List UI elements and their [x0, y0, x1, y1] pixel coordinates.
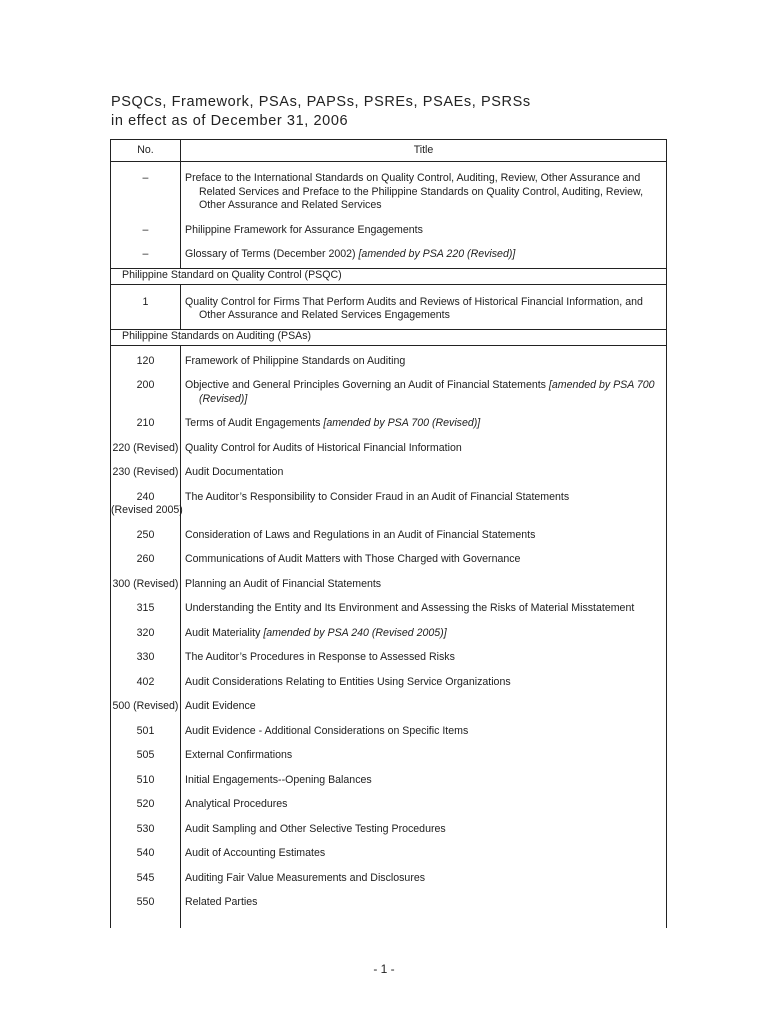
standard-number-text: 545: [136, 871, 155, 884]
standard-title: [181, 714, 667, 739]
table-row: [111, 861, 667, 886]
amendment-note: [amended by PSA 240 (Revised 2005)]: [263, 626, 447, 639]
standard-title-main: Philippine Framework for Assurance Engagements: [185, 223, 423, 236]
standard-title: [181, 812, 667, 837]
amendment-note: [amended by PSA 700 (Revised)]: [199, 379, 655, 405]
column-header-no: No.: [111, 140, 181, 162]
standard-title: [181, 406, 667, 431]
standard-title: [181, 237, 667, 268]
standard-title-main: Communications of Audit Matters with Those Charged with Governance: [185, 553, 521, 565]
table-row: [111, 542, 667, 567]
standard-title: [181, 284, 667, 329]
standard-title: [181, 455, 667, 480]
standard-title-text: [185, 602, 656, 616]
table-row: [111, 787, 667, 812]
standard-number-text: 210: [136, 417, 155, 429]
standard-title-main: Objective and General Principles Governing an Audit of Financial Statements: [185, 379, 549, 391]
standard-title: [181, 640, 667, 665]
standard-number-text: 315: [136, 602, 155, 614]
standard-title: [181, 885, 667, 928]
standard-number-text: 240: [136, 490, 155, 503]
standard-number: [111, 284, 181, 329]
table-row: [111, 567, 667, 592]
standard-number: [111, 689, 181, 714]
table-row: [111, 885, 667, 928]
standard-number: [111, 763, 181, 788]
standard-number-text: 540: [136, 847, 155, 859]
standard-title-text: [185, 676, 656, 690]
standard-title: [181, 480, 667, 518]
standard-number-text: 520: [136, 798, 155, 810]
standard-title: [181, 567, 667, 592]
table-row: [111, 455, 667, 480]
standard-title: [181, 542, 667, 567]
standard-number-text: 260: [136, 553, 155, 565]
table-row: [111, 591, 667, 616]
table-row: [111, 812, 667, 837]
table-row: [111, 406, 667, 431]
table-row: [111, 284, 667, 329]
table-row: [111, 836, 667, 861]
standard-number: [111, 665, 181, 690]
table-row: [111, 431, 667, 456]
standard-number: [111, 431, 181, 456]
standard-number-text: –: [142, 223, 149, 236]
standard-number: [111, 345, 181, 368]
table-row: [111, 738, 667, 763]
standard-title-text: [185, 872, 656, 886]
standard-number-text: 230 (Revised): [112, 466, 179, 478]
standard-title-main: Audit Materiality: [185, 626, 264, 639]
table-row: [111, 368, 667, 406]
standard-title-main: Audit Considerations Relating to Entities Using Service Organizations: [185, 675, 511, 688]
standard-title-main: Auditing Fair Value Measurements and Disclosures: [185, 871, 426, 884]
standard-title-text: [185, 172, 656, 213]
standard-number-text: 200: [136, 379, 155, 391]
standard-title-text: [185, 627, 656, 641]
standard-number: [111, 480, 181, 518]
table-row: [111, 689, 667, 714]
standard-title-main: Audit Evidence: [185, 700, 256, 712]
standard-number-text: 120: [136, 354, 155, 367]
standard-title-main: Related Parties: [185, 896, 258, 908]
section-heading-row: [111, 268, 667, 284]
standard-title-main: Audit of Accounting Estimates: [185, 847, 326, 859]
standard-title-text: [185, 798, 656, 812]
standard-number: [111, 787, 181, 812]
standard-title-main: The Auditor’s Procedures in Response to Assessed Risks: [185, 651, 455, 663]
table-row: [111, 714, 667, 739]
amendment-note: [amended by PSA 700 (Revised)]: [323, 417, 481, 429]
standard-title-main: Planning an Audit of Financial Statements: [185, 577, 382, 590]
standard-number: [111, 455, 181, 480]
standard-title-main: The Auditor’s Responsibility to Consider Fraud in an Audit of Financial Statements: [185, 490, 570, 503]
standard-number: [111, 162, 181, 213]
standard-title-main: Initial Engagements--Opening Balances: [185, 773, 372, 786]
standard-number-text: 220 (Revised): [112, 441, 179, 454]
standard-title: [181, 162, 667, 213]
standard-title-text: [185, 529, 656, 543]
standard-title: [181, 665, 667, 690]
standard-number: [111, 213, 181, 238]
standard-number: [111, 738, 181, 763]
standard-number-text: 1: [142, 295, 149, 308]
standard-title-main: Preface to the International Standards on Quality Control, Auditing, Review, Other Assurance and Related Services and Preface to the Philippine Standards on Quality Control, Auditing, Review, Other Assurance and Related Services: [185, 172, 644, 211]
section-heading: Philippine Standard on Quality Control (PSQC): [111, 268, 667, 284]
standard-title-main: Framework of Philippine Standards on Auditing: [185, 354, 406, 367]
standard-title: [181, 368, 667, 406]
table-row: [111, 345, 667, 368]
standard-title-text: [185, 466, 656, 480]
standard-number: [111, 812, 181, 837]
standard-number-text: 505: [136, 749, 155, 761]
standard-title-main: Audit Evidence - Additional Considerations on Specific Items: [185, 724, 469, 737]
standard-title-main: Quality Control for Firms That Perform Audits and Reviews of Historical Financial Information, and Other Assurance and Related Services Engagements: [185, 295, 643, 321]
table-row: [111, 616, 667, 641]
amendment-note: [amended by PSA 220 (Revised)]: [358, 248, 516, 260]
standard-number: [111, 237, 181, 268]
table-row: [111, 763, 667, 788]
table-row: [111, 518, 667, 543]
standard-title-main: Audit Sampling and Other Selective Testing Procedures: [185, 822, 446, 835]
standard-title-main: Analytical Procedures: [185, 798, 288, 810]
table-row: [111, 162, 667, 213]
standard-title-text: [185, 296, 656, 323]
standard-number-text: 300 (Revised): [112, 577, 179, 590]
standard-number-text: 330: [136, 651, 155, 663]
standard-title-text: [185, 491, 656, 505]
document-title-line-1: PSQCs, Framework, PSAs, PAPSs, PSREs, PSAEs, PSRSs: [111, 94, 531, 110]
standard-title-text: [185, 896, 656, 910]
standard-title-text: [185, 700, 656, 714]
standard-title-main: Consideration of Laws and Regulations in an Audit of Financial Statements: [185, 528, 536, 541]
standard-number-text: 500 (Revised): [112, 700, 179, 712]
standard-number-text: 250: [136, 528, 155, 541]
standard-number: [111, 714, 181, 739]
page-number: - 1 -: [373, 962, 395, 976]
standard-number-text: 510: [136, 773, 155, 786]
standard-title-main: External Confirmations: [185, 749, 293, 761]
standard-number: [111, 542, 181, 567]
standard-title: [181, 763, 667, 788]
standard-title-text: [185, 823, 656, 837]
standard-title: [181, 787, 667, 812]
standard-number-text: 501: [136, 724, 155, 737]
table-row: [111, 665, 667, 690]
standard-title-text: [185, 749, 656, 763]
standard-title-text: [185, 651, 656, 665]
standard-number: [111, 861, 181, 886]
standards-table: [110, 139, 667, 928]
standard-number: [111, 567, 181, 592]
standard-number: [111, 368, 181, 406]
standard-title-text: [185, 442, 656, 456]
standard-number-text: –: [142, 248, 149, 260]
standard-title: [181, 518, 667, 543]
standard-number: [111, 836, 181, 861]
standard-title-text: [185, 417, 656, 431]
standard-title: [181, 431, 667, 456]
standard-title: [181, 616, 667, 641]
standard-number: [111, 616, 181, 641]
section-heading-row: [111, 329, 667, 345]
standard-title: [181, 738, 667, 763]
standard-title-main: Audit Documentation: [185, 466, 284, 478]
standard-number-text: 550: [136, 896, 155, 908]
table-row: [111, 480, 667, 518]
standard-number: [111, 518, 181, 543]
table-row: [111, 640, 667, 665]
standard-number-text: –: [142, 172, 149, 184]
standard-title-text: [185, 248, 656, 262]
document-title-line-2: in effect as of December 31, 2006: [111, 113, 349, 129]
standard-title: [181, 689, 667, 714]
standard-title-text: [185, 379, 656, 406]
table-body: [111, 162, 667, 928]
standard-title: [181, 861, 667, 886]
standard-title: [181, 213, 667, 238]
standard-title-main: Glossary of Terms (December 2002): [185, 248, 359, 260]
standard-title-text: [185, 774, 656, 788]
standard-title-text: [185, 847, 656, 861]
standard-title: [181, 345, 667, 368]
standard-number-text: 402: [136, 675, 155, 688]
standard-title-main: Quality Control for Audits of Historical Financial Information: [185, 441, 462, 454]
document-title: [111, 93, 531, 131]
standard-title-text: [185, 725, 656, 739]
standard-title-text: [185, 355, 656, 369]
standard-title-main: Understanding the Entity and Its Environment and Assessing the Risks of Material Misstatement: [185, 602, 635, 614]
standard-title-main: Terms of Audit Engagements: [185, 417, 324, 429]
standard-number-text: 320: [136, 626, 155, 639]
standard-title-text: [185, 224, 656, 238]
standard-number: [111, 406, 181, 431]
standard-number-text: 530: [136, 822, 155, 835]
standard-number: [111, 591, 181, 616]
standard-title: [181, 836, 667, 861]
standard-revision-text: (Revised 2005): [111, 504, 183, 516]
section-heading: Philippine Standards on Auditing (PSAs): [111, 329, 667, 345]
standard-title-text: [185, 553, 656, 567]
standard-title-text: [185, 578, 656, 592]
standard-number: [111, 640, 181, 665]
standard-title: [181, 591, 667, 616]
standard-number: [111, 885, 181, 928]
table-row: [111, 213, 667, 238]
table-header-row: [111, 140, 667, 162]
column-header-title: Title: [181, 140, 667, 162]
table-row: [111, 237, 667, 268]
